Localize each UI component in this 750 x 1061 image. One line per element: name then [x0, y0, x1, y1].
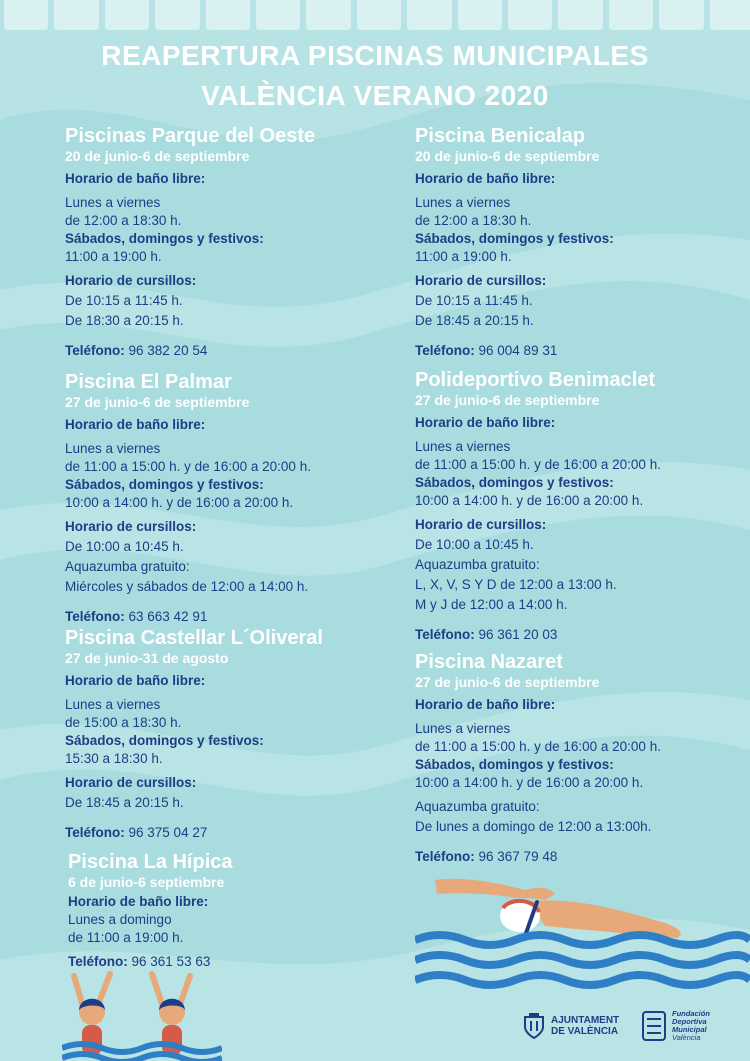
- title-line-2: VALÈNCIA VERANO 2020: [201, 80, 549, 111]
- free-swim-line: de 15:00 a 18:30 h.: [65, 715, 182, 730]
- weekend-line: 15:30 a 18:30 h.: [65, 751, 163, 766]
- pool-card-benicalap: [415, 124, 614, 360]
- weekend-line: 11:00 a 19:00 h.: [415, 249, 512, 264]
- courses-line: L, X, V, S Y D de 12:00 a 13:00 h.: [415, 577, 617, 592]
- phone-label: Teléfono:: [415, 849, 475, 864]
- swimmer-illustration: [415, 868, 750, 998]
- weekend-label: Sábados, domingos y festivos:: [65, 477, 264, 492]
- ajuntament-logo: [523, 1013, 619, 1039]
- weekend-label: Sábados, domingos y festivos:: [65, 231, 264, 246]
- pool-edge-tiles: [0, 0, 750, 30]
- weekend-line: 10:00 a 14:00 h. y de 16:00 a 20:00 h.: [65, 495, 294, 510]
- pool-dates: 27 de junio-31 de agosto: [65, 650, 229, 666]
- phone-label: Teléfono:: [415, 627, 475, 642]
- pool-name: Piscina Nazaret: [415, 651, 563, 673]
- weekend-line: 10:00 a 14:00 h. y de 16:00 a 20:00 h.: [415, 775, 644, 790]
- free-swim-label: Horario de baño libre:: [415, 697, 556, 712]
- courses-line: De 10:00 a 10:45 h.: [415, 537, 534, 552]
- pool-name: Piscina El Palmar: [65, 371, 232, 393]
- phone: [415, 626, 661, 644]
- ajuntament-line-1: AJUNTAMENT: [551, 1015, 620, 1026]
- courses-line: De 18:45 a 20:15 h.: [65, 795, 184, 810]
- phone-label: Teléfono:: [415, 343, 475, 358]
- pool-name: Piscina Benicalap: [415, 125, 586, 147]
- phone: [65, 824, 323, 842]
- free-swim-label: Horario de baño libre:: [415, 415, 556, 430]
- pool-card-nazaret: [415, 650, 661, 866]
- courses-label: Horario de cursillos:: [65, 775, 197, 790]
- weekend-label: Sábados, domingos y festivos:: [65, 733, 264, 748]
- pool-dates: 27 de junio-6 de septiembre: [415, 392, 600, 408]
- free-swim-label: Horario de baño libre:: [68, 894, 209, 909]
- phone-label: Teléfono:: [65, 343, 125, 358]
- phone-number: 96 004 89 31: [478, 343, 558, 358]
- courses-label: Horario de cursillos:: [65, 273, 197, 288]
- phone: [415, 848, 661, 866]
- pool-dates: 27 de junio-6 de septiembre: [415, 674, 600, 690]
- phone-number: 96 361 53 63: [131, 954, 211, 969]
- fdm-line-2: Deportiva: [672, 1017, 707, 1026]
- phone-number: 96 361 20 03: [478, 627, 558, 642]
- pool-card-parque-del-oeste: [65, 124, 315, 360]
- pool-card-benimaclet: [415, 368, 661, 644]
- free-swim-line: de 11:00 a 15:00 h. y de 16:00 a 20:00 h.: [415, 739, 661, 754]
- courses-line: Aquazumba gratuito:: [65, 559, 190, 574]
- free-swim-line: de 11:00 a 15:00 h. y de 16:00 a 20:00 h.: [415, 457, 661, 472]
- weekend-line: 10:00 a 14:00 h. y de 16:00 a 20:00 h.: [415, 493, 644, 508]
- pool-name: Piscina Castellar L´Oliveral: [65, 627, 323, 649]
- courses-line: De 10:15 a 11:45 h.: [65, 293, 183, 308]
- pool-card-la-hipica: [68, 850, 233, 971]
- free-swim-label: Horario de baño libre:: [65, 171, 206, 186]
- free-swim-line: de 12:00 a 18:30 h.: [415, 213, 532, 228]
- aquazumba-line: Aquazumba gratuito:: [415, 799, 540, 814]
- phone: [65, 342, 315, 360]
- phone-number: 96 367 79 48: [478, 849, 558, 864]
- courses-line: De 18:30 a 20:15 h.: [65, 313, 184, 328]
- courses-line: De 10:15 a 11:45 h.: [415, 293, 533, 308]
- free-swim-line: Lunes a domingo: [68, 912, 172, 927]
- free-swim-label: Horario de baño libre:: [65, 673, 206, 688]
- courses-line: M y J de 12:00 a 14:00 h.: [415, 597, 568, 612]
- free-swim-line: de 11:00 a 19:00 h.: [68, 930, 184, 945]
- title-line-1: REAPERTURA PISCINAS MUNICIPALES: [101, 40, 649, 71]
- phone: [68, 953, 233, 971]
- free-swim-line: Lunes a viernes: [65, 697, 161, 712]
- fdm-line-1: Fundación: [672, 1009, 710, 1018]
- free-swim-label: Horario de baño libre:: [415, 171, 556, 186]
- pool-card-castellar-oliveral: [65, 626, 323, 842]
- city-coat-of-arms-icon: [523, 1013, 545, 1039]
- courses-line: De 18:45 a 20:15 h.: [415, 313, 534, 328]
- free-swim-label: Horario de baño libre:: [65, 417, 206, 432]
- phone-number: 96 382 20 54: [128, 343, 208, 358]
- fdm-line-3: Municipal: [672, 1025, 707, 1034]
- phone-label: Teléfono:: [65, 609, 125, 624]
- fdm-line-4: València: [672, 1033, 701, 1042]
- courses-label: Horario de cursillos:: [415, 517, 547, 532]
- weekend-label: Sábados, domingos y festivos:: [415, 231, 614, 246]
- pool-name: Polideportivo Benimaclet: [415, 369, 656, 391]
- free-swim-line: Lunes a viernes: [415, 195, 511, 210]
- courses-line: Miércoles y sábados de 12:00 a 14:00 h.: [65, 579, 309, 594]
- phone-label: Teléfono:: [65, 825, 125, 840]
- pool-dates: 20 de junio-6 de septiembre: [65, 148, 250, 164]
- phone-number: 96 375 04 27: [128, 825, 208, 840]
- weekend-line: 11:00 a 19:00 h.: [65, 249, 162, 264]
- phone-label: Teléfono:: [68, 954, 128, 969]
- pool-card-el-palmar: [65, 370, 311, 626]
- free-swim-line: Lunes a viernes: [415, 439, 511, 454]
- pool-dates: 27 de junio-6 de septiembre: [65, 394, 250, 410]
- fundacion-deportiva-logo: [642, 1010, 710, 1042]
- pool-name: Piscina La Hípica: [68, 851, 233, 873]
- phone-number: 63 663 42 91: [128, 609, 208, 624]
- aquazumba-line: De lunes a domingo de 12:00 a 13:00h.: [415, 819, 652, 834]
- free-swim-line: Lunes a viernes: [415, 721, 511, 736]
- courses-label: Horario de cursillos:: [65, 519, 197, 534]
- phone: [415, 342, 614, 360]
- weekend-label: Sábados, domingos y festivos:: [415, 475, 614, 490]
- pool-dates: 6 de junio-6 septiembre: [68, 874, 225, 890]
- free-swim-line: Lunes a viernes: [65, 441, 161, 456]
- pool-name: Piscinas Parque del Oeste: [65, 125, 316, 147]
- synchronized-swimmers-illustration: [62, 970, 222, 1061]
- free-swim-line: Lunes a viernes: [65, 195, 161, 210]
- pool-dates: 20 de junio-6 de septiembre: [415, 148, 600, 164]
- ajuntament-line-2: DE VALÈNCIA: [551, 1026, 619, 1037]
- fdm-emblem-icon: [642, 1011, 666, 1041]
- weekend-label: Sábados, domingos y festivos:: [415, 757, 614, 772]
- page-title: [0, 36, 750, 116]
- courses-line: Aquazumba gratuito:: [415, 557, 540, 572]
- phone: [65, 608, 311, 626]
- courses-label: Horario de cursillos:: [415, 273, 547, 288]
- free-swim-line: de 11:00 a 15:00 h. y de 16:00 a 20:00 h.: [65, 459, 311, 474]
- free-swim-line: de 12:00 a 18:30 h.: [65, 213, 182, 228]
- courses-line: De 10:00 a 10:45 h.: [65, 539, 184, 554]
